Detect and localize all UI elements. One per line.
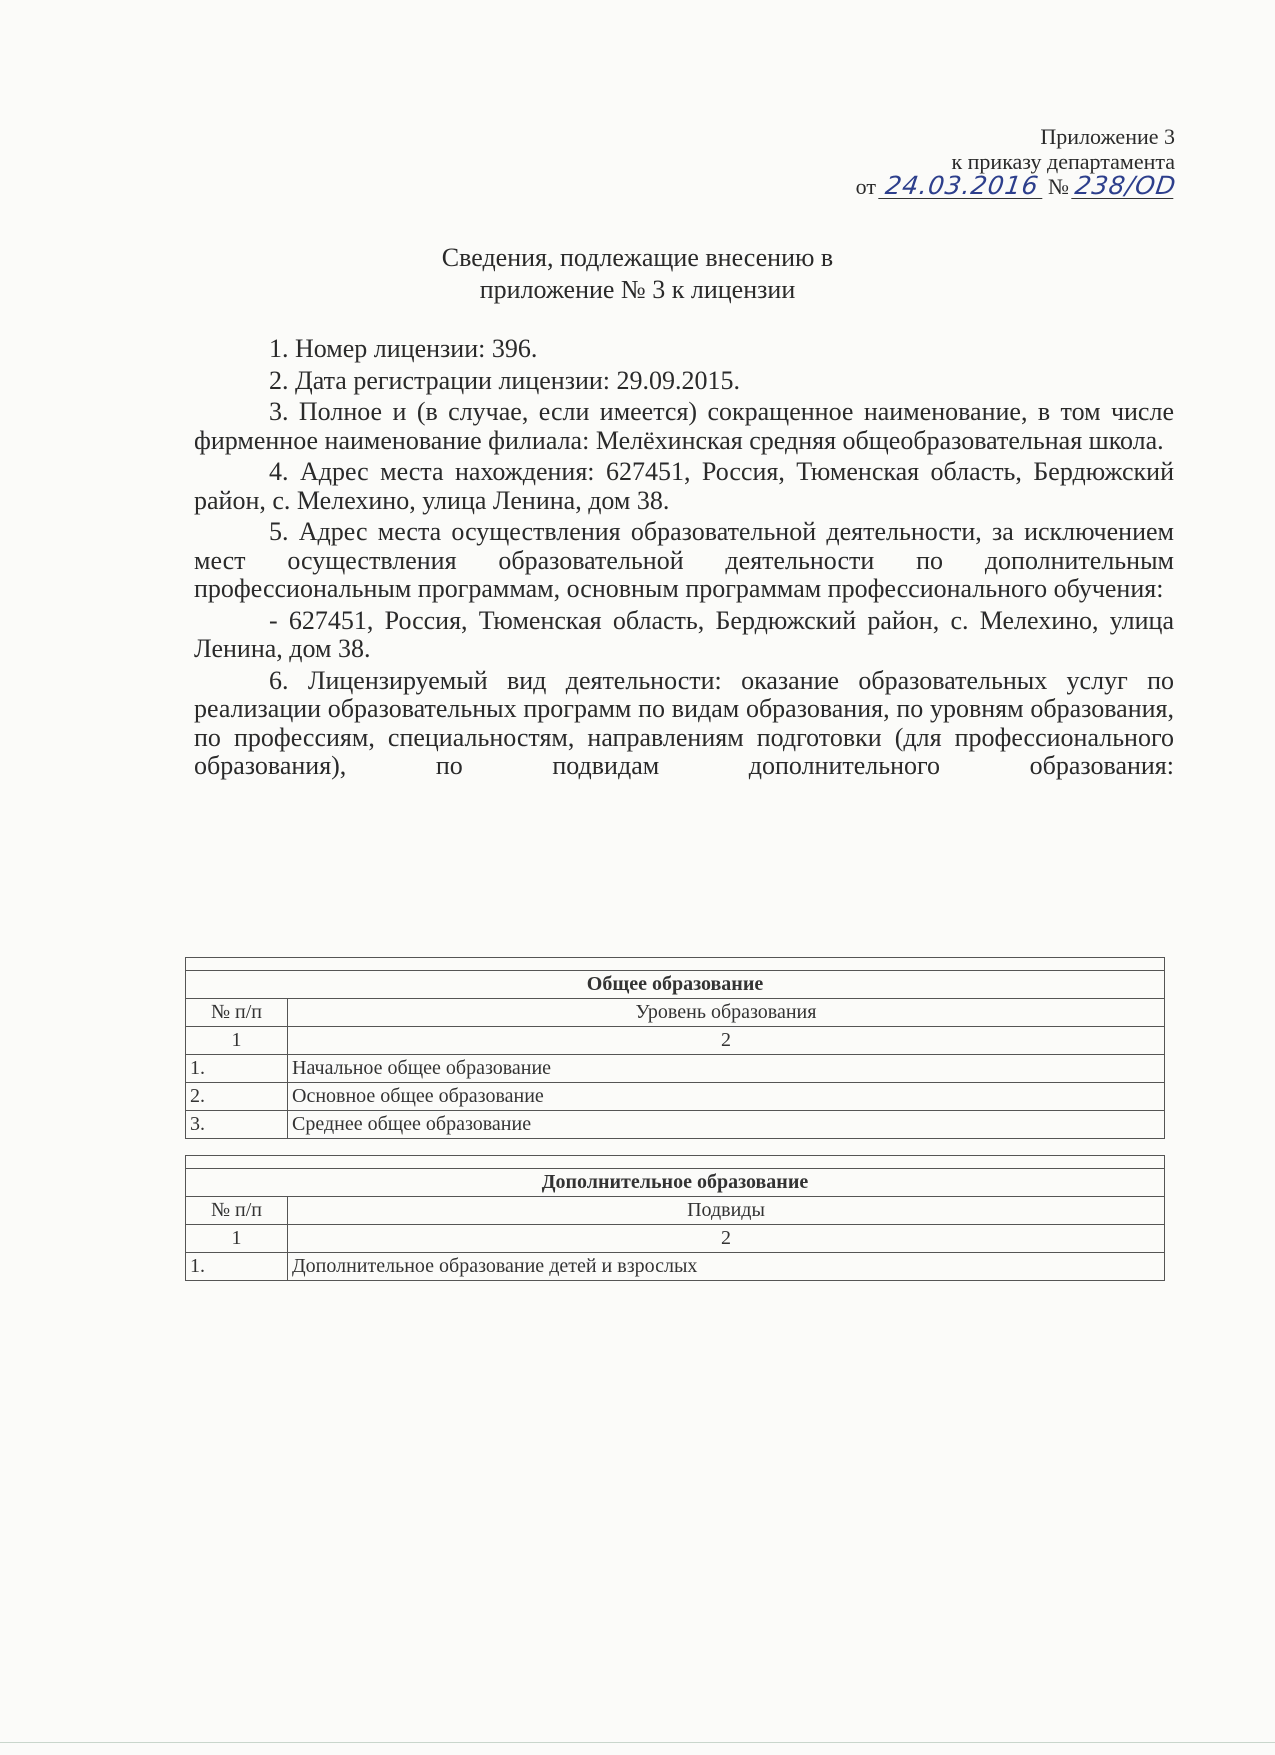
column-header-number: № п/п <box>186 999 288 1027</box>
row-level: Среднее общее образование <box>288 1111 1165 1139</box>
table-row <box>186 1253 1165 1281</box>
document-title <box>0 242 1275 306</box>
item-location-address: 4. Адрес места нахождения: 627451, Россия, Тюменская область, Бердюжский район, с. Мелехино, улица Ленина, дом 38. <box>194 457 1174 515</box>
item-branch-name: 3. Полное и (в случае, если имеется) сокращенное наименование, в том числе фирменное наименование филиала: Мелёхинская средняя общеобразовательная школа. <box>194 397 1174 455</box>
appendix-label: Приложение 3 <box>1040 124 1175 149</box>
column-index-2: 2 <box>288 1225 1165 1253</box>
appendix-header <box>855 124 1179 200</box>
column-header-number: № п/п <box>186 1197 288 1225</box>
row-level: Начальное общее образование <box>288 1055 1165 1083</box>
table-caption: Дополнительное образование <box>186 1169 1165 1197</box>
row-number: 2. <box>186 1083 288 1111</box>
document-body <box>194 335 1174 784</box>
order-date-number-line <box>855 171 1179 200</box>
item-licensed-activity: 6. Лицензируемый вид деятельности: оказание образовательных услуг по реализации образовательных программ по видам образования, по уровням образования, по профессиям, специальностям, направлениям подготовки (для профессионального образования), по подвидам дополнительного образования: <box>194 665 1174 780</box>
column-header-subtype: Подвиды <box>288 1197 1165 1225</box>
number-label: № <box>1048 174 1069 199</box>
item-activity-address: - 627451, Россия, Тюменская область, Бердюжский район, с. Мелехино, улица Ленина, дом 38. <box>194 605 1174 663</box>
row-number: 1. <box>186 1253 288 1281</box>
handwritten-order-number: 238/OD <box>1073 171 1179 200</box>
from-label: от <box>855 174 876 199</box>
table-row <box>186 1055 1165 1083</box>
item-registration-date: 2. Дата регистрации лицензии: 29.09.2015. <box>269 365 741 395</box>
row-number: 3. <box>186 1111 288 1139</box>
title-line-1: Сведения, подлежащие внесению в <box>441 243 834 272</box>
row-subtype: Дополнительное образование детей и взрослых <box>288 1253 1165 1281</box>
column-index-1: 1 <box>186 1027 288 1055</box>
column-index-1: 1 <box>186 1225 288 1253</box>
table-caption: Общее образование <box>186 971 1165 999</box>
item-license-number: 1. Номер лицензии: 396. <box>269 334 538 363</box>
item-activity-address-heading: 5. Адрес места осуществления образовательной деятельности, за исключением мест осуществления образовательной деятельности по дополнительным профессиональным программам, основным программам профессионального обучения: <box>194 517 1174 603</box>
handwritten-date: 24.03.2016 <box>878 174 1046 199</box>
additional-education-table <box>185 1155 1165 1281</box>
title-line-2: приложение № 3 к лицензии <box>479 275 796 304</box>
table-row <box>186 1111 1165 1139</box>
column-index-2: 2 <box>288 1027 1165 1055</box>
scan-edge-line <box>0 1742 1275 1743</box>
table-row <box>186 1083 1165 1111</box>
row-level: Основное общее образование <box>288 1083 1165 1111</box>
column-header-level: Уровень образования <box>288 999 1165 1027</box>
row-number: 1. <box>186 1055 288 1083</box>
order-reference: к приказу департамента <box>951 149 1175 174</box>
general-education-table <box>185 957 1165 1139</box>
